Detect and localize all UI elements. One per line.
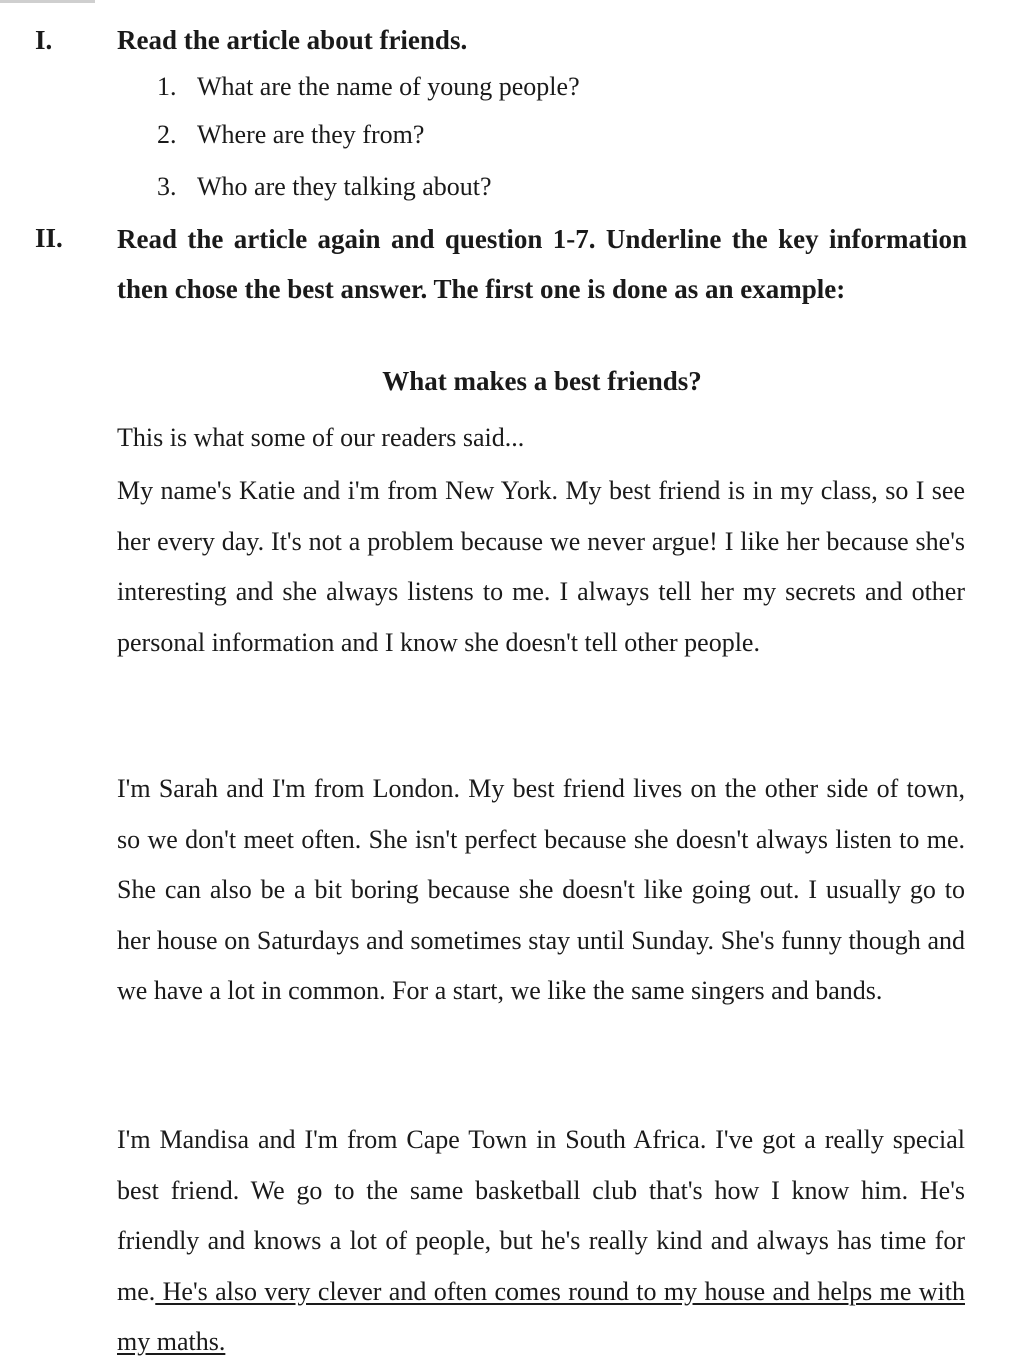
paragraph-sarah: I'm Sarah and I'm from London. My best friend lives on the other side of town, so we don't meet often. She isn't perfect because she doesn't always listen to me. She can also be a bit boring because she doesn't like going out. I usually go to her house on Saturdays and sometimes stay until Sunday. She's funny though and we have a lot in common. For a start, we like the same singers and bands. <box>117 774 965 1005</box>
question-2 <box>157 118 424 152</box>
section-2-number: II. <box>35 223 63 253</box>
underlined-key-information: He's also very clever and often comes round to my house and helps me with my maths. <box>117 1276 965 1356</box>
question-text: What are the name of young people? <box>197 72 580 101</box>
section-1-instruction: Read the article about friends. <box>117 25 468 55</box>
section-2-instruction: Read the article again and question 1-7. Underline the key information then chose the best answer. The first one is done as an example: <box>117 224 967 304</box>
article-intro: This is what some of our readers said... <box>117 423 525 452</box>
question-number: 1. <box>157 72 177 101</box>
section-1-number: I. <box>35 25 53 55</box>
question-number: 3. <box>157 172 177 201</box>
paragraph-mandisa-text: I'm Mandisa and I'm from Cape Town in South Africa. I've got a really special best friend. We go to the same basketball club that's how I know him. He's friendly and knows a lot of people, but he's really kind and always has time for me. <box>117 1125 965 1306</box>
paragraph-mandisa <box>117 1115 965 1368</box>
question-1 <box>157 70 580 104</box>
article-title: What makes a best friends? <box>382 366 702 396</box>
question-number: 2. <box>157 120 177 149</box>
question-text: Who are they talking about? <box>197 172 492 201</box>
paragraph-katie: My name's Katie and i'm from New York. My best friend is in my class, so I see her every day. It's not a problem because we never argue! I like her because she's interesting and she always listens to me. I always tell her my secrets and other personal information and I know she doesn't tell other people. <box>117 476 965 657</box>
question-text: Where are they from? <box>197 120 425 149</box>
question-3 <box>157 170 492 204</box>
top-rule <box>0 0 95 3</box>
